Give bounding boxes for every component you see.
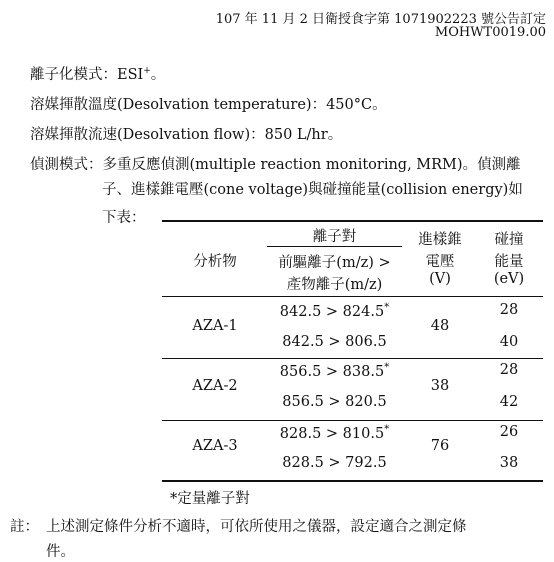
collision-energy-cell: 38 bbox=[499, 455, 519, 471]
collision-energy-cell: 40 bbox=[499, 334, 519, 350]
note-line1: 上述測定條件分析不適時，可依所使用之儀器，設定適合之測定條 bbox=[46, 519, 467, 535]
header-ce-1: 碰撞 bbox=[494, 232, 524, 248]
ionization-value: ESI bbox=[117, 67, 144, 83]
detection-mode-line3: 下表： bbox=[102, 210, 146, 226]
ionization-end: 。 bbox=[150, 67, 166, 83]
ion-pair-quant bbox=[267, 302, 402, 320]
header-analyte: 分析物 bbox=[193, 254, 237, 270]
row-divider-1 bbox=[162, 358, 543, 359]
collision-energy-cell: 28 bbox=[499, 302, 519, 318]
ionization-polarity: + bbox=[143, 66, 151, 77]
table-top-rule bbox=[162, 220, 543, 222]
document-code: MOHWT0019.00 bbox=[434, 25, 546, 40]
desolvation-flow: 溶媒揮散流速(Desolvation flow)：850 L/hr。 bbox=[30, 127, 343, 143]
desolvation-temperature: 溶媒揮散溫度(Desolvation temperature)：450°C。 bbox=[30, 97, 387, 113]
header-precursor: 前驅離子(m/z) > bbox=[278, 255, 391, 271]
ionization-label: 離子化模式： bbox=[30, 67, 117, 83]
header-ce-2: 能量 bbox=[494, 254, 524, 270]
header-cone-3: (V) bbox=[429, 271, 451, 287]
cone-voltage-cell: 38 bbox=[430, 378, 450, 394]
header-product: 產物離子(m/z) bbox=[286, 277, 383, 293]
quant-marker: * bbox=[384, 424, 390, 435]
ion-pair-value: 842.5 > 824.5 bbox=[279, 303, 385, 320]
cone-voltage-cell: 76 bbox=[430, 438, 450, 454]
note-line2: 件。 bbox=[46, 544, 75, 560]
ion-pair-value: 856.5 > 838.5 bbox=[279, 363, 385, 380]
ion-pair-qual: 828.5 > 792.5 bbox=[282, 455, 387, 471]
detection-mode-line1: 偵測模式：多重反應偵測(multiple reaction monitoring, MRM)。偵測離 bbox=[30, 157, 521, 173]
ion-pair-quant bbox=[267, 424, 402, 442]
ion-pair-qual: 842.5 > 806.5 bbox=[282, 334, 387, 350]
collision-energy-cell: 42 bbox=[499, 394, 519, 410]
header-cone-2: 電壓 bbox=[425, 254, 455, 270]
ion-pair-quant bbox=[267, 362, 402, 380]
header-bottom-rule bbox=[162, 296, 543, 297]
detection-mode-line2: 子、進樣錐電壓(cone voltage)與碰撞能量(collision energy)如 bbox=[102, 182, 523, 198]
note-label: 註： bbox=[10, 519, 39, 535]
ion-pair-value: 828.5 > 810.5 bbox=[279, 425, 385, 442]
ionization-mode bbox=[30, 63, 165, 84]
row-divider-2 bbox=[162, 420, 543, 421]
quant-marker: * bbox=[384, 362, 390, 373]
collision-energy-cell: 26 bbox=[499, 424, 519, 440]
analyte-cell: AZA-2 bbox=[192, 378, 238, 394]
header-cone-1: 進樣錐 bbox=[418, 232, 462, 248]
announcement-line: 107 年 11 月 2 日衛授食字第 1071902223 號公告訂定 bbox=[215, 12, 546, 27]
header-ce-3: (eV) bbox=[493, 271, 525, 287]
table-footnote: *定量離子對 bbox=[170, 491, 250, 507]
analyte-cell: AZA-1 bbox=[192, 318, 238, 334]
analyte-cell: AZA-3 bbox=[192, 438, 238, 454]
header-ion-pair: 離子對 bbox=[312, 229, 357, 245]
table-bottom-rule bbox=[162, 480, 543, 482]
collision-energy-cell: 28 bbox=[499, 362, 519, 378]
ion-pair-underline bbox=[267, 246, 402, 247]
quant-marker: * bbox=[384, 302, 390, 313]
cone-voltage-cell: 48 bbox=[430, 318, 450, 334]
ion-pair-qual: 856.5 > 820.5 bbox=[282, 394, 387, 410]
